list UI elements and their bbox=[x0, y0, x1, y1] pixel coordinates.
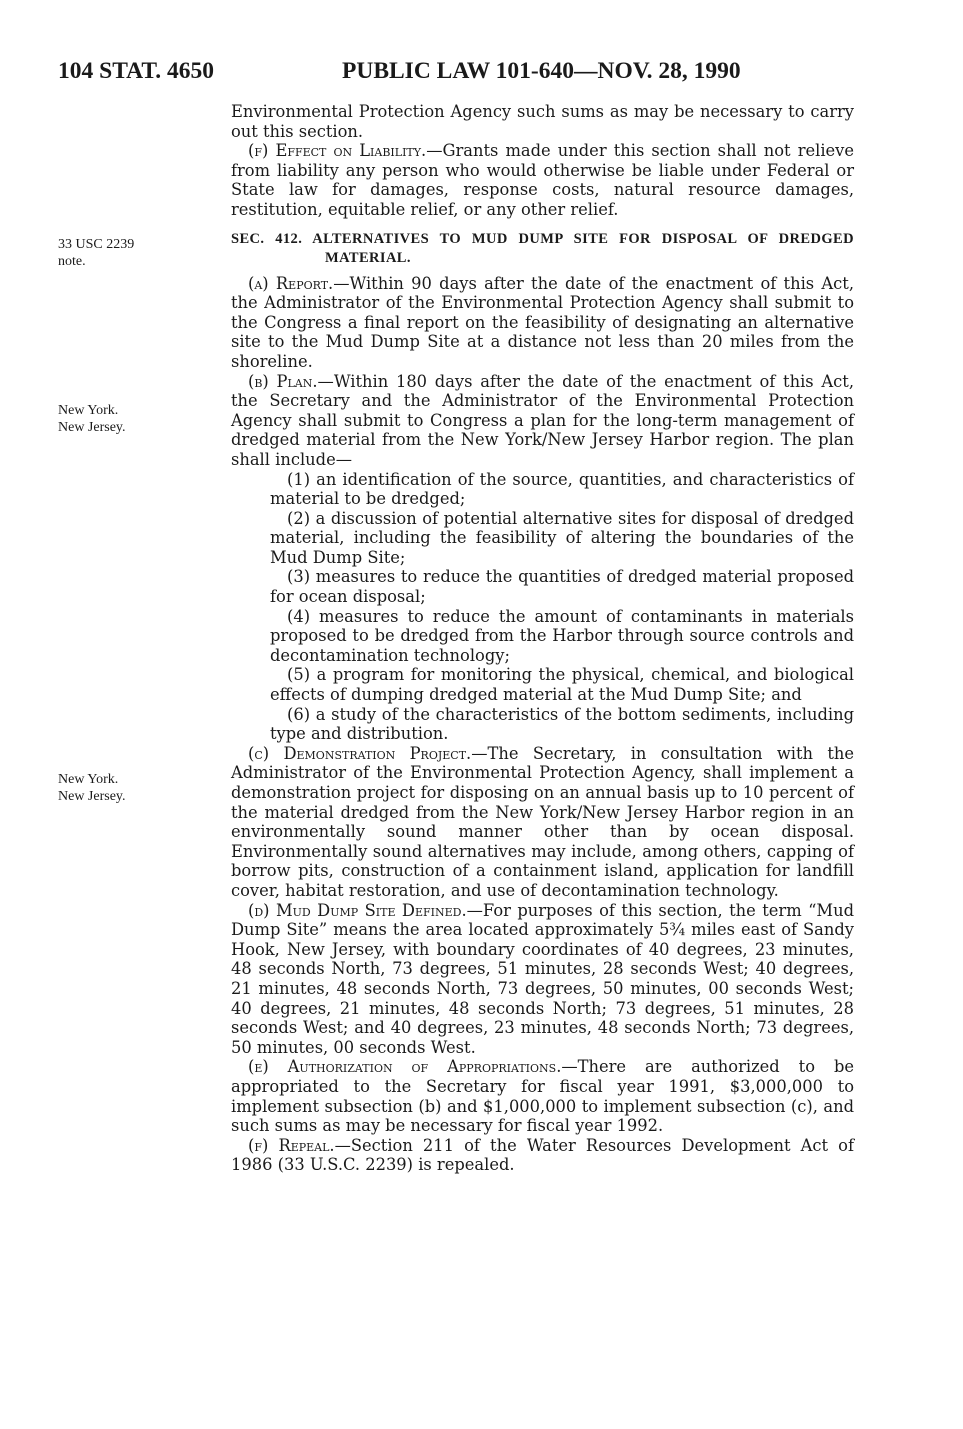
subsection-heading: (f) Repeal. bbox=[248, 1135, 335, 1155]
subsection-heading: (d) Mud Dump Site Defined. bbox=[248, 900, 467, 920]
subsection-heading: (a) Report. bbox=[248, 273, 334, 293]
subsection-text: —Grants made under this section shall not relieve from liability any person who would otherwise be liable under Federal or State law for damages, response costs, natural resource damages, restitution, equitable relief, or any other relief. bbox=[231, 141, 854, 219]
usc-note: note. bbox=[58, 254, 86, 269]
subsection-b-plan bbox=[231, 372, 854, 470]
paragraph-continuation: Environmental Protection Agency such sums as may be necessary to carry out this section. bbox=[231, 102, 854, 141]
margin-new-york: New York. bbox=[58, 772, 119, 787]
subsection-f-repeal bbox=[231, 1136, 854, 1175]
list-item: (1) an identification of the source, quantities, and characteristics of material to be dredged; bbox=[270, 469, 854, 509]
subsection-text: —Within 90 days after the date of the enactment of this Act, the Administrator of the Environmental Protection Agency shall submit to the Congress a final report on the feasibility of designating an alternative site to the Mud Dump Site at a distance not less than 20 miles from the shoreline. bbox=[231, 273, 854, 371]
subsection-heading: (b) Plan. bbox=[248, 371, 318, 391]
subsection-text: —For purposes of this section, the term “Mud Dump Site” means the area located approximately 5¾ miles east of Sandy Hook, New Jersey, with boundary coordinates of 40 degrees, 23 minutes, 48 seconds North, 73 degrees, 51 minutes, 28 seconds West; 40 degrees, 21 minutes, 48 seconds North, 73 degrees, 50 minutes, 00 seconds West; 40 degrees, 21 minutes, 48 seconds North; 73 degrees, 51 minutes, 28 seconds West; and 40 degrees, 23 minutes, 48 seconds North; 73 degrees, 50 minutes, 00 seconds West. bbox=[231, 900, 854, 1057]
list-item: (3) measures to reduce the quantities of dredged material proposed for ocean disposal; bbox=[270, 567, 854, 607]
list-item: (4) measures to reduce the amount of contaminants in materials proposed to be dredged from the Harbor through source controls and decontamination technology; bbox=[270, 606, 854, 665]
subsection-a-report bbox=[231, 274, 854, 372]
subsection-e-authorization bbox=[231, 1057, 854, 1135]
section-412-heading: SEC. 412. ALTERNATIVES TO MUD DUMP SITE FOR DISPOSAL OF DREDGED MATERIAL. bbox=[231, 230, 854, 266]
subsection-d-mud-dump-site-defined bbox=[231, 901, 854, 1058]
subsection-heading: (e) Authorization of Appropriations. bbox=[248, 1057, 562, 1077]
list-item: (2) a discussion of potential alternative sites for disposal of dredged material, including the feasibility of altering the boundaries of the Mud Dump Site; bbox=[270, 508, 854, 567]
subsection-heading: (f) Effect on Liability. bbox=[248, 141, 427, 161]
margin-note-usc bbox=[58, 236, 198, 270]
subsection-text: —There are authorized to be appropriated to the Secretary for fiscal year 1991, $3,000,000 to implement subsection (b) and $1,000,000 to implement subsection (c), and such sums as may be necessary for fiscal year 1992. bbox=[231, 1057, 855, 1136]
document-body bbox=[231, 102, 854, 1175]
margin-new-jersey: New Jersey. bbox=[58, 789, 126, 804]
public-law-title: PUBLIC LAW 101-640—NOV. 28, 1990 bbox=[342, 58, 741, 84]
subsection-text: —Section 211 of the Water Resources Development Act of 1986 (33 U.S.C. 2239) is repealed. bbox=[231, 1135, 854, 1175]
subsection-heading: (c) Demonstration Project. bbox=[248, 743, 472, 763]
list-item: (5) a program for monitoring the physical, chemical, and biological effects of dumping dredged material at the Mud Dump Site; and bbox=[270, 665, 854, 705]
subsection-text: —Within 180 days after the date of the enactment of this Act, the Secretary and the Administrator of the Environmental Protection Agency shall submit to Congress a plan for the long-term management of dredged material from the New York/New Jersey Harbor region. The plan shall include— bbox=[231, 371, 854, 469]
subsection-f-effect-on-liability bbox=[231, 141, 854, 219]
margin-new-york: New York. bbox=[58, 403, 119, 418]
list-item: (6) a study of the characteristics of the bottom sediments, including type and distribution. bbox=[270, 704, 854, 744]
subsection-text: —The Secretary, in consultation with the Administrator of the Environmental Protection Agency, shall implement a demonstration project for disposing on an annual basis up to 10 percent of the material dredged from the New York/New Jersey Harbor region in an environmentally sound manner other than by ocean disposal. Environmentally sound alternatives may include, among others, capping of borrow pits, construction of a containment island, application for landfill cover, habitat restoration, and use of decontamination technology. bbox=[231, 743, 854, 900]
subsection-c-demonstration-project bbox=[231, 744, 854, 901]
margin-new-jersey: New Jersey. bbox=[58, 420, 126, 435]
margin-note-ny-nj-2 bbox=[58, 771, 198, 805]
usc-citation: 33 USC 2239 bbox=[58, 237, 135, 252]
stat-citation: 104 STAT. 4650 bbox=[58, 58, 215, 84]
margin-note-ny-nj-1 bbox=[58, 402, 198, 436]
